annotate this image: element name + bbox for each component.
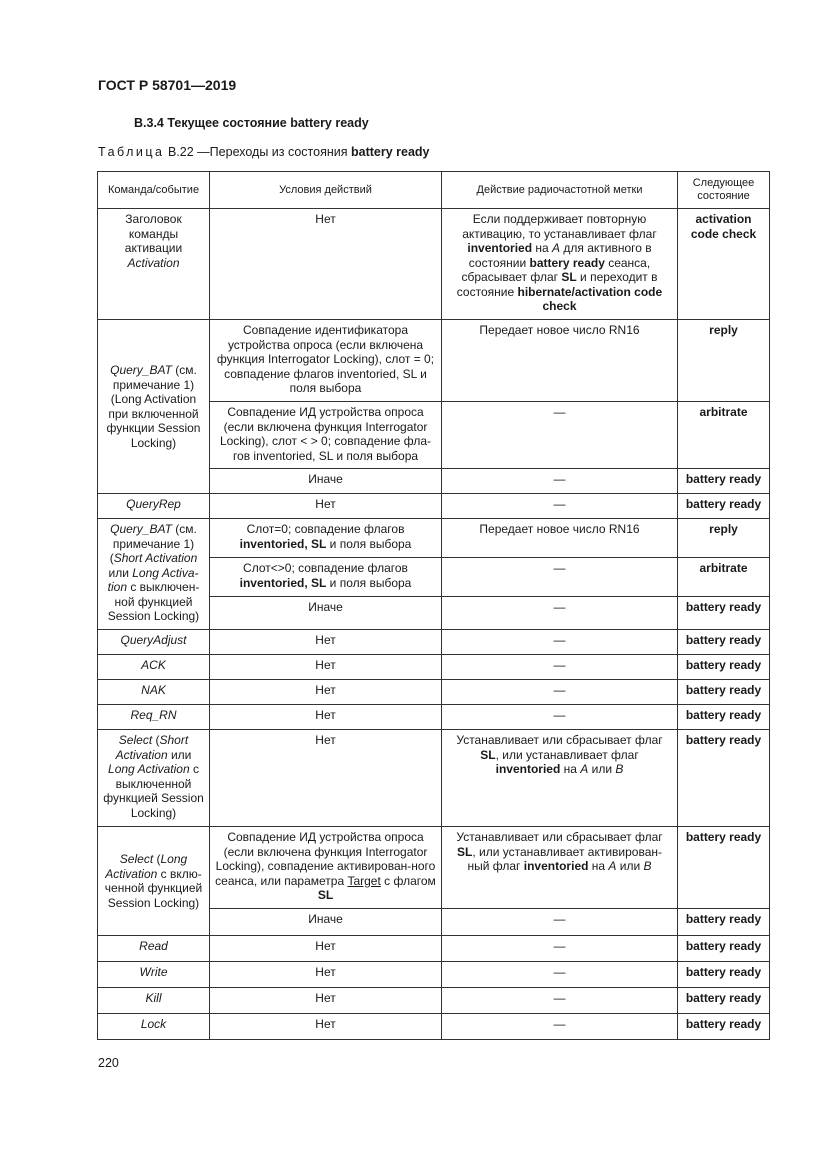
next-state-cell: battery ready [678,705,770,730]
action-cell: Передает новое число RN16 [442,320,678,402]
event-cell: Select (Short Activation или Long Activation с выключенной функцией Session Locking) [98,730,210,827]
event-cell [98,209,210,320]
event-cell: Query_BAT (см. примечание 1) (Long Activation при включенной функции Session Locking) [98,320,210,494]
next-state-cell: battery ready [678,827,770,909]
table-header-row [98,172,770,209]
condition-cell: Нет [210,705,442,730]
condition-cell: Слот=0; совпадение флагов inventoried, SL и поля выбора [210,519,442,558]
table-row [98,209,770,320]
event-cell: Read [98,936,210,962]
table-row [98,680,770,705]
event-text: активации [124,241,183,255]
table-row [98,519,770,558]
event-text: Activation [127,255,180,270]
caption-state: battery ready [351,145,430,159]
table-row [98,630,770,655]
event-text: Заголовок [125,212,182,226]
table-row [98,730,770,827]
next-state-cell: battery ready [678,630,770,655]
header-event: Команда/событие [98,172,210,209]
next-state-cell: battery ready [678,909,770,936]
next-state-cell: reply [678,320,770,402]
table-row [98,494,770,519]
action-cell: Устанавливает или сбрасывает флаг SL, или устанавливает активирован-ный флаг inventoried на A или B [442,827,678,909]
event-cell: Query_BAT (см. примечание 1) (Short Activation или Long Activa-tion с выключен-ной функцией Session Locking) [98,519,210,630]
table-row [98,827,770,909]
condition-cell: Нет [210,988,442,1014]
action-cell: — [442,936,678,962]
condition-cell: Совпадение ИД устройства опроса (если включена функция Interrogator Locking), совпадение активирован-ного сеанса, или параметра Target с флагом SL [210,827,442,909]
table-row [98,962,770,988]
section-heading: В.3.4 Текущее состояние battery ready [134,116,369,130]
table-row [98,655,770,680]
action-cell: — [442,558,678,597]
header-action: Действие радиочастотной метки [442,172,678,209]
action-cell: — [442,705,678,730]
page-number: 220 [98,1056,119,1070]
next-state-cell: battery ready [678,597,770,630]
action-cell: — [442,909,678,936]
next-state-cell: activation code check [678,209,770,320]
next-state-cell: battery ready [678,655,770,680]
action-cell: Если поддерживает повторную активацию, то устанавливает флаг inventoried на A для активного в состоянии battery ready сеанса, сбрасывает флаг SL и переходит в состояние hibernate/activation code check [442,209,678,320]
event-text: команды [128,226,179,241]
event-cell: Select (Long Activation с вклю-ченной функцией Session Locking) [98,827,210,936]
action-cell: — [442,494,678,519]
next-state-cell: battery ready [678,936,770,962]
event-cell: Req_RN [98,705,210,730]
event-cell: Kill [98,988,210,1014]
action-cell: Устанавливает или сбрасывает флаг SL, или устанавливает флаг inventoried на A или B [442,730,678,827]
condition-cell: Совпадение ИД устройства опроса (если включена функция Interrogator Locking), слот < > 0; совпадение фла-гов inventoried, SL и поля выбора [210,402,442,469]
action-cell: — [442,597,678,630]
condition-cell: Нет [210,630,442,655]
action-cell: — [442,962,678,988]
table-row [98,705,770,730]
next-state-cell: battery ready [678,730,770,827]
header-next-state: Следующее состояние [678,172,770,209]
action-cell: Передает новое число RN16 [442,519,678,558]
condition-cell: Нет [210,730,442,827]
next-state-cell: reply [678,519,770,558]
event-cell: QueryRep [98,494,210,519]
action-cell: — [442,680,678,705]
condition-cell: Нет [210,494,442,519]
action-cell: — [442,402,678,469]
document-code: ГОСТ Р 58701—2019 [98,77,237,93]
transitions-table [97,171,770,1040]
condition-cell: Нет [210,962,442,988]
table-caption [98,145,430,159]
caption-prefix: Таблица [98,145,165,159]
caption-text: В.22 —Переходы из состояния [164,145,351,159]
event-cell: NAK [98,680,210,705]
action-cell: — [442,469,678,494]
event-cell: QueryAdjust [98,630,210,655]
next-state-cell: battery ready [678,494,770,519]
condition-cell: Иначе [210,597,442,630]
action-cell: — [442,1014,678,1040]
condition-cell: Нет [210,936,442,962]
event-cell: ACK [98,655,210,680]
condition-cell: Иначе [210,909,442,936]
action-cell: — [442,630,678,655]
condition-cell: Нет [210,655,442,680]
next-state-cell: battery ready [678,988,770,1014]
next-state-cell: arbitrate [678,558,770,597]
condition-cell: Слот<>0; совпадение флагов inventoried, SL и поля выбора [210,558,442,597]
next-state-cell: battery ready [678,1014,770,1040]
next-state-cell: battery ready [678,680,770,705]
event-cell: Lock [98,1014,210,1040]
next-state-cell: arbitrate [678,402,770,469]
condition-cell: Нет [210,1014,442,1040]
action-cell: — [442,655,678,680]
next-state-cell: battery ready [678,962,770,988]
event-cell: Write [98,962,210,988]
table-row [98,936,770,962]
header-conditions: Условия действий [210,172,442,209]
condition-cell: Нет [210,209,442,320]
condition-cell: Совпадение идентификатора устройства опроса (если включена функция Interrogator Locking), слот = 0; совпадение флагов inventoried, SL и поля выбора [210,320,442,402]
table-row [98,320,770,402]
action-cell: — [442,988,678,1014]
condition-cell: Иначе [210,469,442,494]
next-state-cell: battery ready [678,469,770,494]
table-row [98,988,770,1014]
table-row [98,1014,770,1040]
condition-cell: Нет [210,680,442,705]
